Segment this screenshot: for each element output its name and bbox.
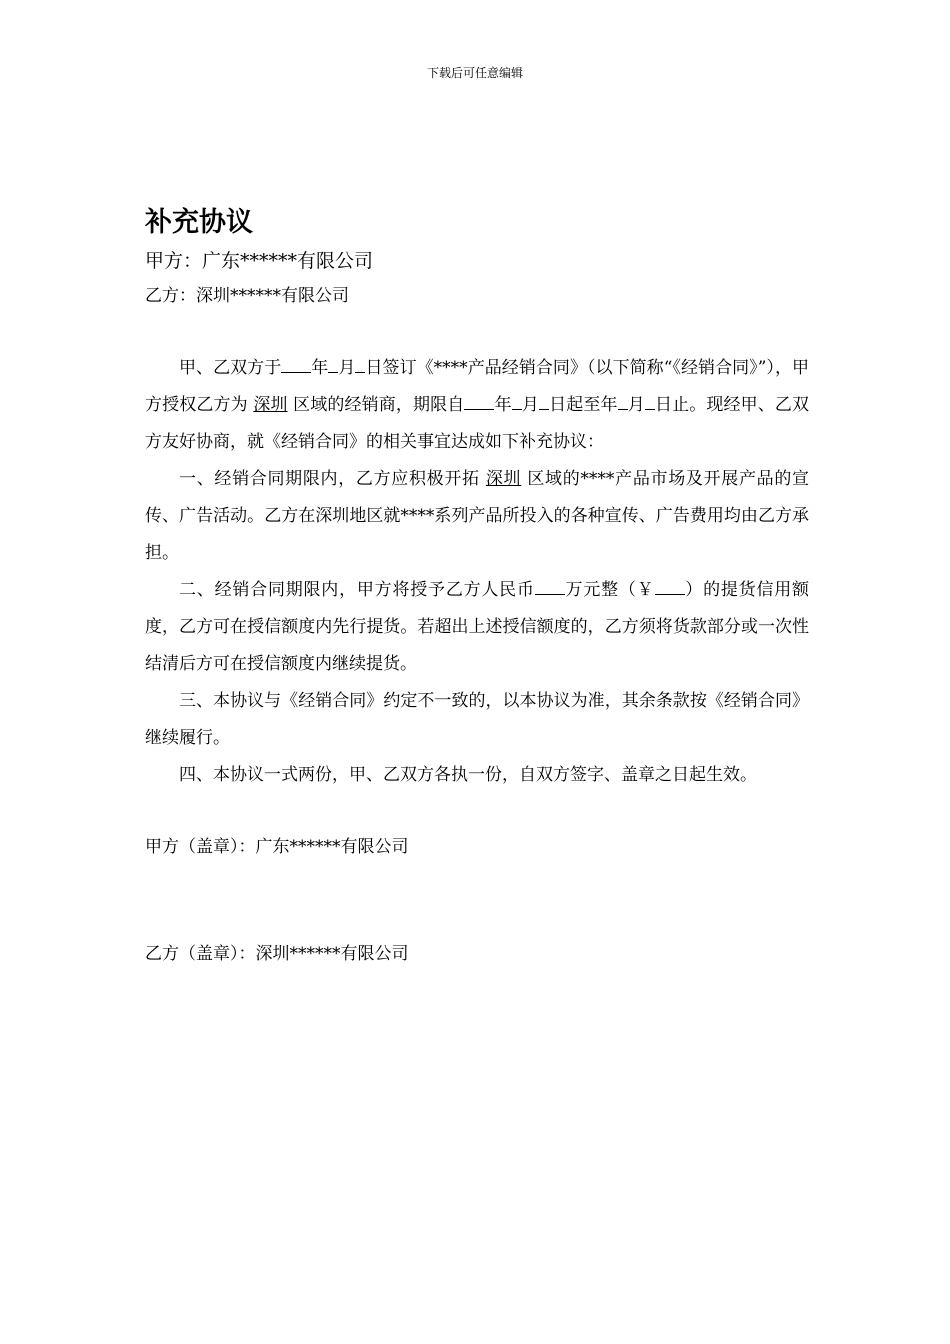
blank-day xyxy=(539,408,549,410)
party-b-line: 乙方：深圳******有限公司 xyxy=(145,286,349,306)
blank-year xyxy=(281,371,311,373)
signature-party-b: 乙方（盖章）：深圳******有限公司 xyxy=(145,944,409,964)
intro-text: 甲、乙双方于 xyxy=(179,358,282,378)
spacer xyxy=(145,314,809,350)
clause-text: 二、经销合同期限内，甲方将授予乙方人民币 xyxy=(179,580,535,600)
signature-party-a: 甲方（盖章）：广东******有限公司 xyxy=(145,837,409,857)
clause-text: 万元整（￥ xyxy=(564,580,655,600)
blank-day xyxy=(355,371,365,373)
blank-month xyxy=(328,371,338,373)
region-underlined: 深圳 xyxy=(253,395,288,415)
blank-month xyxy=(512,408,522,410)
intro-text: 年 xyxy=(494,395,512,415)
blank-amount-figure xyxy=(655,593,685,595)
blank-amount xyxy=(535,593,565,595)
intro-text: 月 xyxy=(521,395,539,415)
spacer xyxy=(145,865,809,937)
intro-text: 日起至年 xyxy=(548,395,618,415)
spacer xyxy=(145,794,809,830)
clause-text: ）的提货信用额度，乙方可在授信额度内先行提货。若超出上述授信额度的，乙方须将货款部分或一次性结清后方可在授信额度内继续提货。 xyxy=(145,580,810,674)
blank-day xyxy=(645,408,655,410)
clause-3: 三、本协议与《经销合同》约定不一致的，以本协议为准，其余条款按《经销合同》继续履行。 xyxy=(145,691,809,748)
blank-year xyxy=(464,408,494,410)
clause-text: 一、经销合同期限内，乙方应积极开拓 xyxy=(179,469,480,489)
intro-text: 日签订《****产品经销合同》（以下简称“《经销合同》”），甲方授权乙方为 xyxy=(145,358,810,415)
intro-text: 日止。现经甲、乙双方友好协商，就《经销合同》的相关事宜达成如下补充协议： xyxy=(145,395,810,452)
clause-1 xyxy=(145,461,809,572)
clause-text: 区域的****产品市场及开展产品的宣传、广告活动。乙方在深圳地区就****系列产品所投入的各种宣传、广告费用均由乙方承担。 xyxy=(145,469,810,563)
region-underlined: 深圳 xyxy=(485,469,522,489)
intro-text: 区域的经销商，期限自 xyxy=(293,395,465,415)
intro-paragraph xyxy=(145,350,809,461)
intro-text: 月 xyxy=(627,395,645,415)
intro-text: 年 xyxy=(311,358,329,378)
page-header xyxy=(0,65,950,81)
party-a-line: 甲方：广东******有限公司 xyxy=(145,250,374,272)
document-title: 补充协议 xyxy=(145,207,253,238)
clause-2 xyxy=(145,572,809,683)
clause-4: 四、本协议一式两份，甲、乙双方各执一份，自双方签字、盖章之日起生效。 xyxy=(179,765,757,785)
intro-text: 月 xyxy=(338,358,356,378)
blank-month xyxy=(618,408,628,410)
header-text: 下载后可任意编辑 xyxy=(426,66,523,80)
document-body xyxy=(145,202,809,972)
